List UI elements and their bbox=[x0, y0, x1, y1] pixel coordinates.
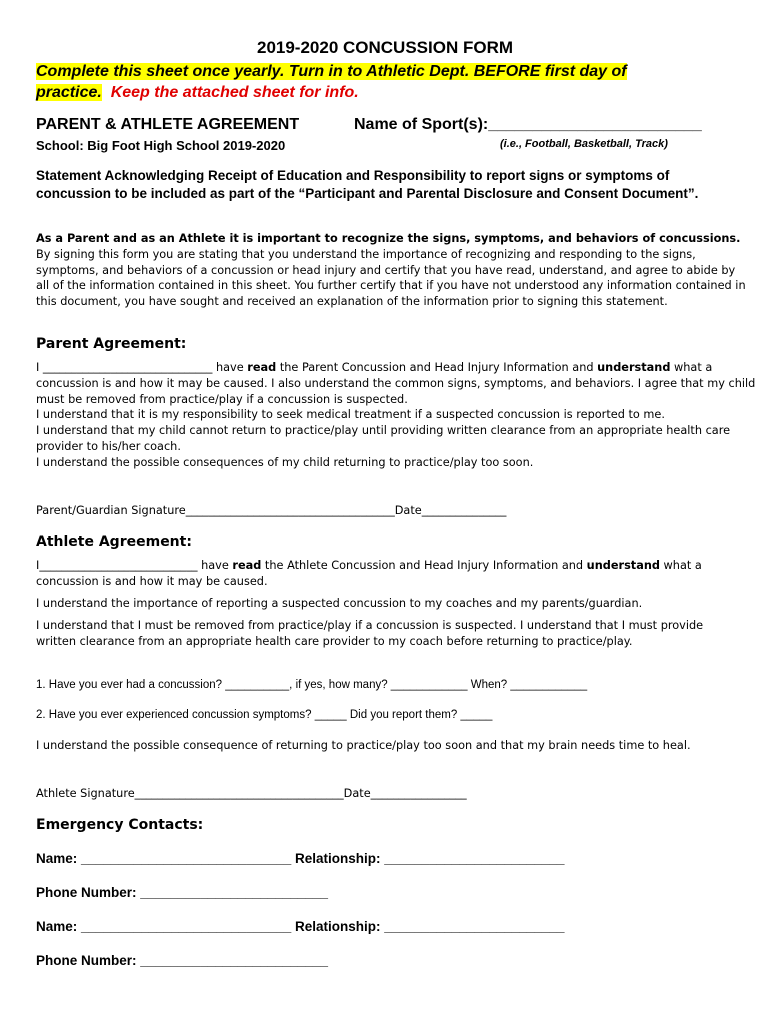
parent-read-word: read bbox=[247, 361, 277, 374]
emergency-relationship-field-2[interactable]: Relationship: ________________________ bbox=[295, 919, 565, 934]
instruction-highlight-2: practice. bbox=[36, 84, 102, 101]
instruction-keep-sheet: Keep the attached sheet for info. bbox=[110, 84, 359, 101]
parent-line1-b: the Parent Concussion and Head Injury Information and bbox=[276, 361, 598, 374]
athlete-line3: I understand that I must be removed from practice/play if a concussion is suspected. I understand that I must provide written clearance from an appropriate health care provider to my coach before returning to practice/play. bbox=[36, 619, 704, 648]
athlete-line1-c: what a concussion is and how it may be caused. bbox=[36, 559, 702, 588]
athlete-agreement-heading: Athlete Agreement: bbox=[36, 534, 192, 550]
sport-name-field[interactable]: Name of Sport(s):________________________ bbox=[354, 116, 702, 133]
emergency-relationship-field-1[interactable]: Relationship: ________________________ bbox=[295, 851, 565, 866]
athlete-understand-word: understand bbox=[586, 559, 660, 572]
emergency-row-2 bbox=[36, 919, 564, 934]
athlete-signature-line[interactable]: Athlete Signature_____________________________________Date_________________ bbox=[36, 787, 467, 800]
school-line: School: Big Foot High School 2019-2020 bbox=[36, 138, 286, 153]
form-title: 2019-2020 CONCUSSION FORM bbox=[256, 38, 514, 57]
emergency-row-1 bbox=[36, 851, 564, 866]
statement-heading: Statement Acknowledging Receipt of Education and Responsibility to report signs or symptoms of concussion to be included as part of the “Participant and Parental Disclosure and Consent Document”. bbox=[36, 168, 699, 201]
emergency-name-field-1[interactable]: Name: ____________________________ bbox=[36, 851, 292, 866]
parent-agreement-text bbox=[36, 360, 756, 471]
parent-name-field[interactable]: I ______________________________ have bbox=[36, 361, 248, 374]
athlete-line2: I understand the importance of reporting a suspected concussion to my coaches and my parents/guardian. bbox=[36, 597, 643, 610]
instructions bbox=[36, 61, 736, 103]
athlete-line1-b: the Athlete Concussion and Head Injury Information and bbox=[261, 559, 587, 572]
parent-line4: I understand the possible consequences of my child returning to practice/play too soon. bbox=[36, 455, 534, 469]
parent-agreement-heading: Parent Agreement: bbox=[36, 336, 187, 352]
athlete-read-word: read bbox=[232, 559, 262, 572]
intro-bold: As a Parent and as an Athlete it is important to recognize the signs, symptoms, and behaviors of concussions. bbox=[36, 232, 741, 245]
parent-line2: I understand that it is my responsibility to seek medical treatment if a suspected concussion is reported to me. bbox=[36, 408, 665, 422]
athlete-name-field[interactable]: I____________________________ have bbox=[36, 559, 233, 572]
emergency-phone-field-2[interactable]: Phone Number: _________________________ bbox=[36, 953, 328, 968]
emergency-name-field-2[interactable]: Name: ____________________________ bbox=[36, 919, 292, 934]
question-2[interactable]: 2. Have you ever experienced concussion symptoms? _____ Did you report them? _____ bbox=[36, 709, 493, 721]
athlete-agreement-text bbox=[36, 558, 756, 590]
emergency-phone-field-1[interactable]: Phone Number: _________________________ bbox=[36, 885, 328, 900]
agreement-heading: PARENT & ATHLETE AGREEMENT bbox=[36, 116, 300, 133]
parent-line3: I understand that my child cannot return to practice/play until providing written clearance from an appropriate health care provider to his/her coach. bbox=[36, 424, 731, 453]
question-1[interactable]: 1. Have you ever had a concussion? __________, if yes, how many? ____________ When? ____________ bbox=[36, 679, 588, 691]
emergency-contacts-heading: Emergency Contacts: bbox=[36, 817, 204, 833]
intro-text: By signing this form you are stating that you understand the importance of recognizing and responding to the signs, symptoms, and behaviors of a concussion or head injury and certify that you have read, understand, and agree to abide by all of the information contained in this sheet. You further certify that if you have not understood any information contained in this document, you have sought and received an explanation of the information prior to signing this statement. bbox=[36, 247, 746, 309]
parent-signature-line[interactable]: Parent/Guardian Signature_____________________________________Date_______________ bbox=[36, 504, 507, 517]
parent-understand-word: understand bbox=[597, 361, 671, 374]
sport-hint: (i.e., Football, Basketball, Track) bbox=[500, 138, 668, 150]
intro-paragraph bbox=[36, 231, 746, 310]
instruction-highlight-1: Complete this sheet once yearly. Turn in to Athletic Dept. BEFORE first day of bbox=[36, 63, 627, 80]
parent-line1-c: what a concussion is and how it may be caused. I also understand the common signs, symptoms, and behaviors. I agree that my child must be removed from practice/play if a concussion is suspected. bbox=[36, 361, 756, 406]
athlete-line4: I understand the possible consequence of returning to practice/play too soon and that my brain needs time to heal. bbox=[36, 739, 691, 752]
